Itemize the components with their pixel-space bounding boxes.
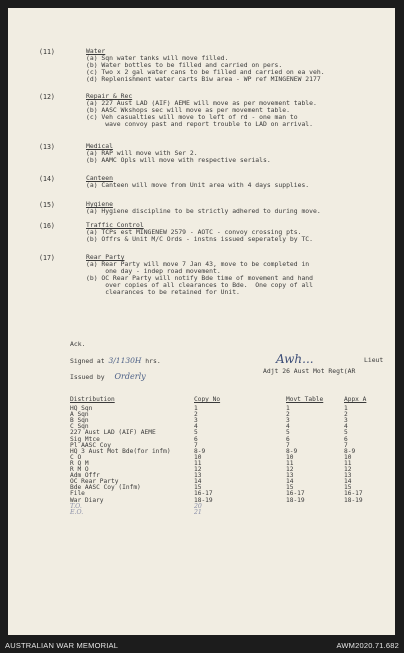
- distribution-cell-movt: 10: [286, 453, 294, 461]
- section-heading: Hygiene: [86, 200, 113, 208]
- distribution-cell-appx: 7: [344, 441, 348, 449]
- adjt-text: Adjt 26 Aust Mot Regt(AR: [263, 367, 356, 375]
- distribution-cell-movt: 11: [286, 459, 294, 467]
- section-line: (a) Rear Party will move 7 Jan 43, move to be completed in: [86, 260, 310, 268]
- distribution-cell-appx: 8-9: [344, 447, 356, 455]
- section-line: (c) Two x 2 gal water cans to be filled and carried on ea veh.: [86, 68, 325, 76]
- section-number: (16): [39, 222, 55, 230]
- section-line: (a) Sqn water tanks will move filled.: [86, 54, 229, 62]
- section-line: (a) Hygiene discipline to be strictly adhered to during move.: [86, 207, 321, 215]
- distribution-cell-name: HQ Sqn: [70, 405, 93, 413]
- distribution-extra-name: T.O.: [70, 502, 82, 510]
- distribution-cell-copy: 1: [194, 405, 198, 413]
- distribution-cell-copy: 14: [194, 478, 202, 486]
- issued-by-line: [70, 373, 146, 381]
- issued-by-handwriting: Orderly: [114, 372, 146, 381]
- distribution-cell-movt: 8-9: [286, 447, 298, 455]
- distribution-cell-movt: 1: [286, 405, 290, 413]
- footer-institution: AUSTRALIAN WAR MEMORIAL: [5, 641, 119, 650]
- distribution-header-copy: Copy No: [194, 396, 221, 403]
- distribution-cell-copy: 6: [194, 435, 198, 443]
- section-line: one day - indep road movement.: [86, 267, 221, 275]
- section-heading: Repair & Rec: [86, 92, 133, 100]
- distribution-cell-movt: 15: [286, 484, 294, 492]
- distribution-cell-name: War Diary: [70, 496, 104, 504]
- section-line: wave convoy past and report trouble to LAD on arrival.: [86, 120, 314, 128]
- distribution-cell-name: B Sqn: [70, 417, 89, 425]
- section-line: (a) 227 Aust LAD (AIF) AEME will move as per movement table.: [86, 99, 317, 107]
- distribution-cell-name: Bde AASC Coy (Infm): [70, 484, 141, 492]
- distribution-cell-copy: 16-17: [194, 490, 213, 498]
- distribution-cell-appx: 15: [344, 484, 352, 492]
- signed-line: [70, 357, 161, 365]
- distribution-cell-movt: 16-17: [286, 490, 305, 498]
- section-heading: Rear Party: [86, 253, 125, 261]
- signed-time: 3/1130H: [108, 356, 142, 365]
- section-line: (b) OC Rear Party will notify Bde time of movement and hand: [86, 274, 314, 282]
- distribution-cell-copy: 13: [194, 472, 202, 480]
- distribution-cell-movt: 18-19: [286, 496, 305, 504]
- section-number: (14): [39, 175, 55, 183]
- section-line: (b) AASC Wkshops sec will move as per movement table.: [86, 106, 290, 114]
- section-line: (b) Offrs & Unit M/C Ords - instns issued seperately by TC.: [86, 235, 314, 243]
- distribution-cell-movt: 14: [286, 478, 294, 486]
- signature: Awh...: [276, 352, 314, 366]
- distribution-extra-name: E.O.: [70, 508, 84, 516]
- distribution-cell-name: Adm Offr: [70, 472, 100, 480]
- section-number: (13): [39, 143, 55, 151]
- distribution-extra-copy: 21: [194, 508, 202, 516]
- section-number: (12): [39, 93, 55, 101]
- ack-text: Ack.: [70, 340, 86, 348]
- distribution-cell-movt: 7: [286, 441, 290, 449]
- distribution-cell-name: C Sqn: [70, 423, 89, 431]
- distribution-extra-copy: 20: [194, 502, 202, 510]
- distribution-cell-copy: 12: [194, 466, 202, 474]
- section-number: (15): [39, 201, 55, 209]
- issued-by-label: Issued by: [70, 373, 105, 381]
- distribution-cell-movt: 3: [286, 417, 290, 425]
- distribution-header-name: Distribution: [70, 396, 115, 403]
- distribution-cell-copy: 8-9: [194, 447, 206, 455]
- section-line: (a) RAP will move with Ser 2.: [86, 149, 198, 157]
- distribution-cell-appx: 6: [344, 435, 348, 443]
- section-line: (a) TCPs est MINGENEW 2579 - AOTC - convoy crossing pts.: [86, 228, 302, 236]
- distribution-cell-copy: 5: [194, 429, 198, 437]
- section-number: (17): [39, 254, 55, 262]
- distribution-cell-copy: 2: [194, 411, 198, 419]
- section-line: (a) Canteen will move from Unit area with 4 days supplies.: [86, 181, 310, 189]
- distribution-cell-name: A Sqn: [70, 411, 89, 419]
- distribution-names: [70, 397, 171, 516]
- distribution-cell-name: Pl AASC Coy: [70, 441, 111, 449]
- distribution-cell-copy: 4: [194, 423, 198, 431]
- distribution-cell-copy: 11: [194, 459, 202, 467]
- distribution-cell-name: HQ 3 Aust Mot Bde(for infm): [70, 447, 171, 455]
- appx-a-numbers: [344, 397, 366, 504]
- distribution-cell-movt: 6: [286, 435, 290, 443]
- section-line: over copies of all clearances to Bde. One copy of all: [86, 281, 314, 289]
- distribution-cell-appx: 10: [344, 453, 352, 461]
- distribution-cell-movt: 4: [286, 423, 290, 431]
- section-heading: Traffic Control: [86, 221, 144, 229]
- distribution-cell-appx: 16-17: [344, 490, 363, 498]
- distribution-cell-appx: 13: [344, 472, 352, 480]
- distribution-cell-copy: 10: [194, 453, 202, 461]
- copy-numbers: [194, 397, 220, 516]
- rank-text: Lieut: [364, 356, 384, 364]
- distribution-cell-appx: 1: [344, 405, 348, 413]
- document-page: [8, 8, 395, 635]
- distribution-cell-movt: 5: [286, 429, 290, 437]
- distribution-cell-appx: 5: [344, 429, 348, 437]
- distribution-cell-copy: 15: [194, 484, 202, 492]
- distribution-cell-appx: 12: [344, 466, 352, 474]
- distribution-cell-appx: 2: [344, 411, 348, 419]
- distribution-header-movt: Movt Table: [286, 396, 324, 403]
- section-line: (c) Veh casualties will move to left of rd - one man to: [86, 113, 298, 121]
- distribution-cell-name: 227 Aust LAD (AIF) AEME: [70, 429, 156, 437]
- distribution-cell-name: R M O: [70, 466, 89, 474]
- distribution-cell-name: R Q M: [70, 459, 89, 467]
- distribution-cell-name: C O: [70, 453, 82, 461]
- distribution-cell-appx: 4: [344, 423, 348, 431]
- section-heading: Medical: [86, 142, 113, 150]
- section-line: (d) Replenishment water carts Biw area - WP ref MINGENEW 2177: [86, 75, 321, 83]
- distribution-cell-movt: 13: [286, 472, 294, 480]
- distribution-cell-appx: 14: [344, 478, 352, 486]
- footer-accession: AWM2020.71.682: [336, 641, 399, 650]
- distribution-cell-appx: 18-19: [344, 496, 363, 504]
- section-line: (b) AAMC Opls will move with respective serials.: [86, 156, 271, 164]
- section-line: (b) Water bottles to be filled and carried on pers.: [86, 61, 283, 69]
- section-heading: Water: [86, 47, 106, 55]
- distribution-cell-movt: 12: [286, 466, 294, 474]
- distribution-cell-name: OC Rear Party: [70, 478, 119, 486]
- distribution-cell-copy: 3: [194, 417, 198, 425]
- distribution-cell-movt: 2: [286, 411, 290, 419]
- signed-suffix: hrs.: [145, 357, 161, 365]
- distribution-cell-name: Sig Mtce: [70, 435, 100, 443]
- signed-prefix: Signed at: [70, 357, 105, 365]
- distribution-cell-appx: 3: [344, 417, 348, 425]
- distribution-cell-appx: 11: [344, 459, 352, 467]
- distribution-header-appx: Appx A: [344, 396, 367, 403]
- distribution-cell-copy: 7: [194, 441, 198, 449]
- movt-table-numbers: [286, 397, 323, 504]
- section-heading: Canteen: [86, 174, 113, 182]
- section-number: (11): [39, 48, 55, 56]
- section-line: clearances to be retained for Unit.: [86, 288, 240, 296]
- distribution-cell-name: File: [70, 490, 85, 498]
- distribution-cell-copy: 18-19: [194, 496, 213, 504]
